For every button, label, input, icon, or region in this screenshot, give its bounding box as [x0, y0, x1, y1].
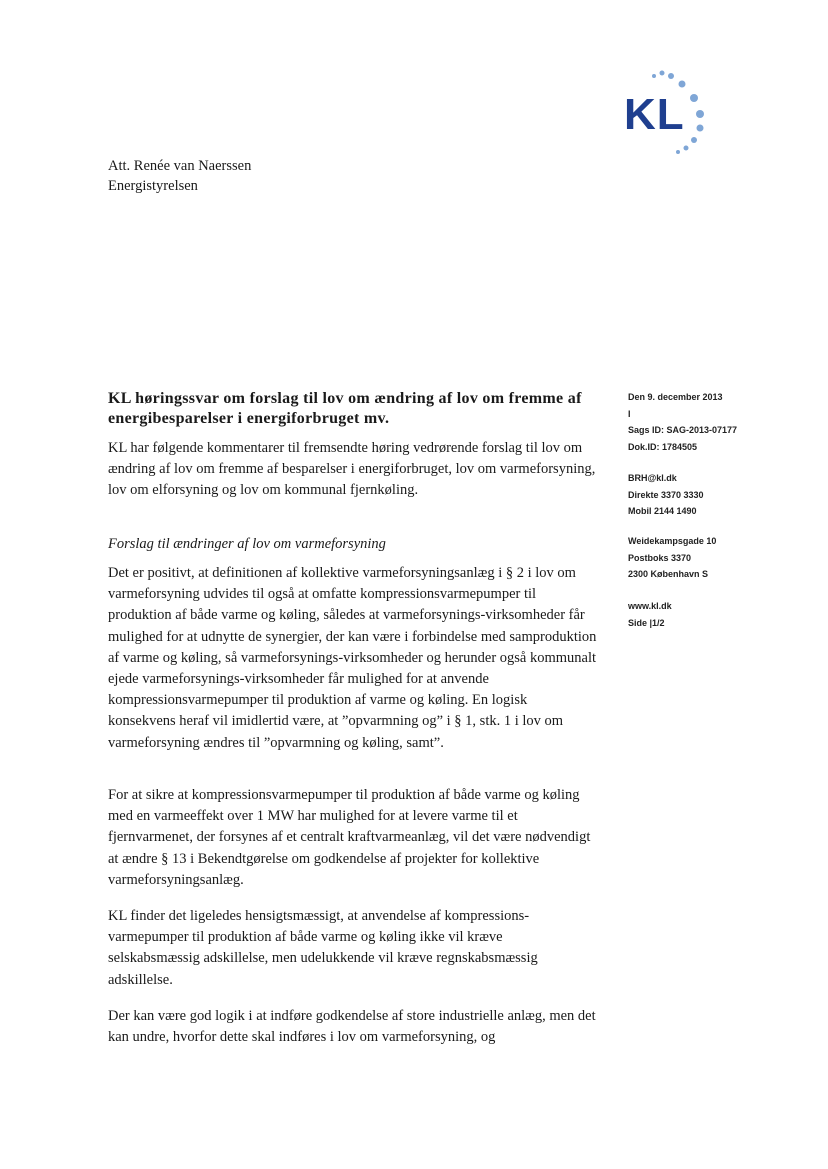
contact-mobile-phone: Mobil 2144 1490: [628, 506, 697, 516]
intro-paragraph: KL har følgende kommentarer til fremsendte høring vedrørende forslag til lov om ændring af lov om fremme af besparelser i energiforbruget, lov om varmeforsyning, lov om elforsyning og lov om kommunal fjernkøling.: [108, 440, 596, 499]
recipient-organization: Energistyrelsen: [108, 178, 198, 194]
case-id: Sags ID: SAG-2013-07177: [628, 425, 738, 435]
letter-date: Den 9. december 2013: [628, 392, 723, 402]
sidebar-contact: [628, 470, 798, 520]
body-paragraph-3: KL finder det ligeledes hensigtsmæssigt, at anvendelse af kompressions-varmepumper til produktion af både varme og køling ikke vil kræve selskabsmæssig adskillelse, men udelukkende vil kræve regnskabsmæssig adskillelse.: [108, 908, 538, 988]
website: www.kl.dk: [628, 601, 672, 611]
sidebar-marker: I: [628, 408, 631, 419]
body-paragraph-4: Der kan være god logik i at indføre godkendelse af store industrielle anlæg, men det kan undre, hvorfor dette skal indføres i lov om varmeforsyning, og: [108, 1008, 596, 1046]
recipient-name: Att. Renée van Naerssen: [108, 158, 252, 174]
address-pobox: Postboks 3370: [628, 552, 692, 563]
address-street: Weidekampsgade 10: [628, 536, 717, 546]
page-number: Side |1/2: [628, 617, 665, 628]
sidebar-web-page: [628, 598, 798, 631]
section-subheading: Forslag til ændringer af lov om varmeforsyning: [108, 536, 386, 552]
sidebar-case-info: [628, 389, 798, 455]
logo-wordmark: KL: [624, 90, 685, 139]
recipient-block: [108, 156, 251, 196]
contact-email: BRH@kl.dk: [628, 473, 677, 483]
document-id: Dok.ID: 1784505: [628, 441, 698, 452]
kl-logo: [612, 62, 722, 162]
sidebar-address: [628, 533, 798, 583]
body-paragraph-1: Det er positivt, at definitionen af kollektive varmeforsyningsanlæg i § 2 i lov om varmeforsyning udvides til også at omfatte kompressionsvarmepumper til produktion af både varme og køling, således at varmeforsynings-virksomheder får mulighed for at udnytte de synergier, der kan være i forbindelse med samproduktion af varme og køling, så varmeforsynings-virksomheder og herunder også kommunalt ejede varmeforsynings-virksomheder får mulighed for at anvende kompressionsvarmepumper til produktion af varme og køling. En logisk konsekvens heraf vil imidlertid være, at ”opvarmning og” i § 1, stk. 1 i lov om varmeforsyning ændres til ”opvarmning og køling, samt”.: [108, 565, 597, 751]
letter-headline: KL høringssvar om forslag til lov om ændring af lov om fremme af energibesparelser i energiforbruget mv.: [108, 390, 582, 427]
address-city: 2300 København S: [628, 569, 709, 579]
body-paragraph-2: For at sikre at kompressionsvarmepumper til produktion af både varme og køling med en varmeeffekt over 1 MW har mulighed for at levere varme til et fjernvarmenet, der forsynes af et centralt kraftvarmeanlæg, vil det være nødvendigt at ændre § 13 i Bekendtgørelse om godkendelse af projekter for kollektive varmeforsyningsanlæg.: [108, 787, 591, 888]
contact-direct-phone: Direkte 3370 3330: [628, 489, 704, 500]
